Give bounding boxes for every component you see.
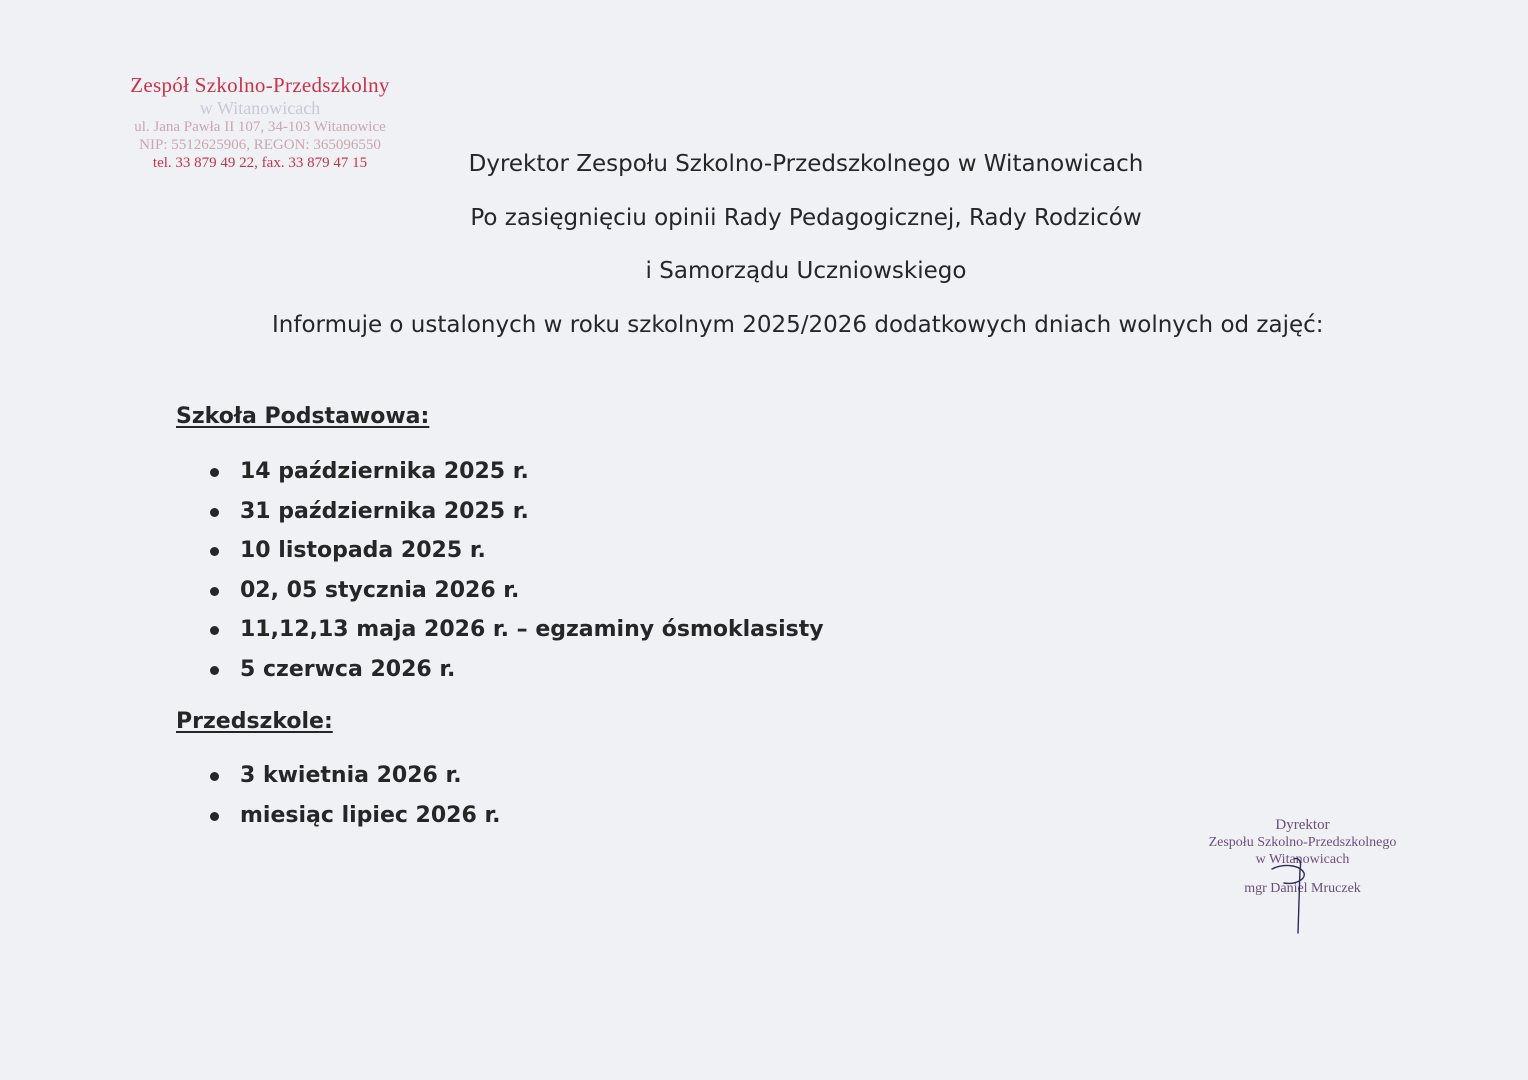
bullet-icon: [210, 547, 219, 556]
list-item: [208, 656, 824, 696]
list-item-text: 3 kwietnia 2026 r.: [240, 763, 462, 788]
list-item-text: 5 czerwca 2026 r.: [240, 656, 456, 682]
stamp-ids: NIP: 5512625906, REGON: 365096550: [139, 137, 381, 153]
list-item: [208, 577, 824, 617]
list-item-text: miesiąc lipiec 2026 r.: [240, 802, 501, 828]
stamp-subtitle: w Witanowicach: [199, 98, 321, 118]
section-title-primary-school: Szkoła Podstawowa:: [176, 404, 430, 429]
section-title-preschool: Przedszkole:: [176, 709, 333, 734]
handwritten-signature-icon: [1270, 855, 1330, 935]
list-item: [208, 498, 824, 538]
preschool-list: [208, 762, 501, 841]
list-item: [208, 537, 824, 577]
bullet-icon: [210, 666, 219, 675]
bullet-icon: [210, 812, 219, 821]
signature-name: mgr Daniel Mruczek: [1244, 881, 1361, 896]
list-item: [208, 762, 501, 802]
bullet-icon: [210, 508, 219, 517]
list-item-text: 02, 05 stycznia 2026 r.: [240, 577, 520, 603]
list-item-text: 31 października 2025 r.: [240, 498, 529, 524]
signature-role: Dyrektor: [1275, 817, 1330, 833]
list-item: [208, 802, 501, 842]
list-item: [208, 458, 824, 498]
bullet-icon: [210, 587, 219, 596]
header-line-1: Dyrektor Zespołu Szkolno-Przedszkolnego w Witanowicach: [468, 151, 1144, 177]
bullet-icon: [210, 772, 219, 781]
bullet-icon: [210, 468, 219, 477]
list-item: [208, 616, 824, 656]
list-item-text: 11,12,13 maja 2026 r. – egzaminy ósmoklasisty: [240, 617, 824, 642]
header-line-4: Informuje o ustalonych w roku szkolnym 2025/2026 dodatkowych dniach wolnych od zajęć:: [272, 312, 1324, 338]
header-line-2: Po zasięgnięciu opinii Rady Pedagogicznej, Rady Rodziców: [470, 205, 1142, 231]
header-line-3: i Samorządu Uczniowskiego: [645, 258, 967, 284]
list-item-text: 14 października 2025 r.: [240, 459, 529, 484]
list-item-text: 10 listopada 2025 r.: [240, 538, 486, 563]
stamp-title: Zespół Szkolno-Przedszkolny: [130, 73, 390, 97]
signature-place: w Witanowicach: [1255, 852, 1350, 867]
signature-org: Zespołu Szkolno-Przedszkolnego: [1208, 835, 1397, 850]
stamp-phone: tel. 33 879 49 22, fax. 33 879 47 15: [152, 155, 368, 171]
stamp-address: ul. Jana Pawła II 107, 34-103 Witanowice: [134, 119, 386, 135]
primary-school-list: [208, 458, 824, 695]
bullet-icon: [210, 626, 219, 635]
